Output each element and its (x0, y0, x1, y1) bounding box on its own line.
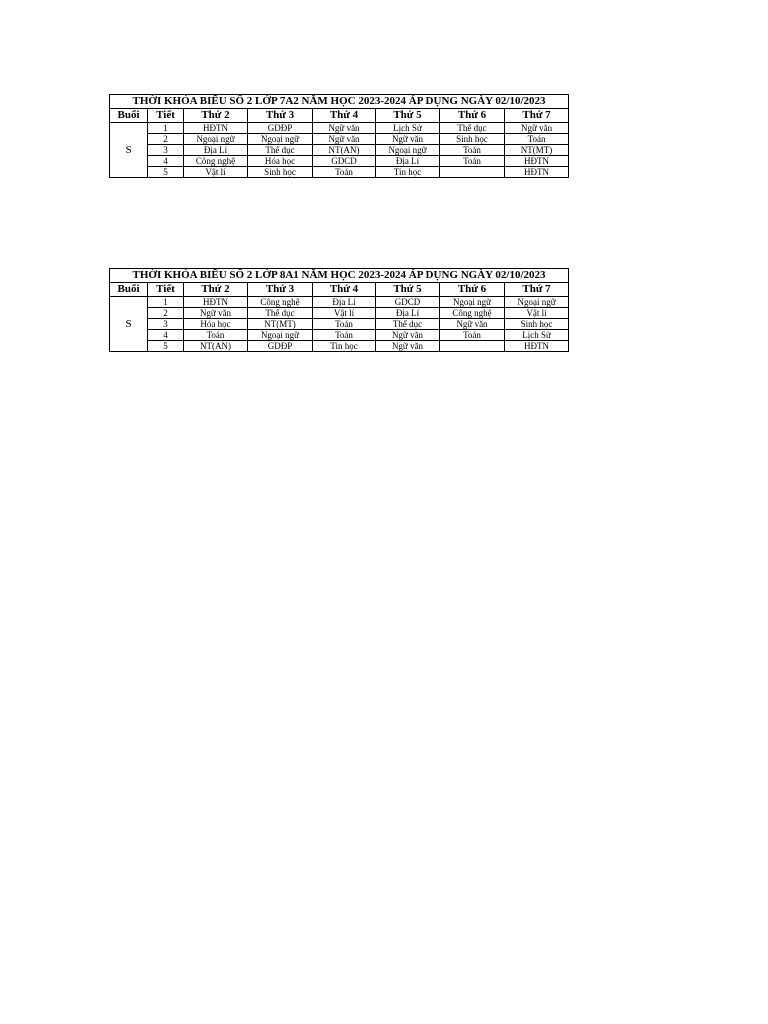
subject-cell: HĐTN (505, 156, 569, 167)
subject-cell: HĐTN (184, 123, 248, 134)
header-cell: Thứ 7 (505, 109, 569, 123)
header-cell: Tiết (148, 109, 184, 123)
subject-cell: Toán (440, 156, 505, 167)
table-row (110, 341, 569, 352)
subject-cell: Ngữ văn (313, 123, 376, 134)
subject-cell: Thể dục (376, 319, 440, 330)
header-cell: Thứ 6 (440, 109, 505, 123)
subject-cell: GDCD (313, 156, 376, 167)
subject-cell: Ngữ văn (376, 330, 440, 341)
session-cell: S (110, 123, 148, 178)
header-cell: Thứ 5 (376, 109, 440, 123)
subject-cell: Địa Lí (376, 156, 440, 167)
subject-cell (440, 341, 505, 352)
subject-cell: Vật lí (184, 167, 248, 178)
subject-cell: Ngoại ngữ (184, 134, 248, 145)
header-row (110, 283, 569, 297)
period-cell: 4 (148, 156, 184, 167)
period-cell: 5 (148, 167, 184, 178)
subject-cell: Lịch Sử (505, 330, 569, 341)
period-cell: 3 (148, 319, 184, 330)
subject-cell: Ngữ văn (184, 308, 248, 319)
subject-cell: Ngoại ngữ (248, 134, 313, 145)
subject-cell: Công nghệ (440, 308, 505, 319)
subject-cell: GDĐP (248, 123, 313, 134)
period-cell: 2 (148, 134, 184, 145)
header-cell: Tiết (148, 283, 184, 297)
timetable-7a2 (109, 94, 569, 178)
subject-cell: NT(AN) (184, 341, 248, 352)
subject-cell: Lịch Sử (376, 123, 440, 134)
table-row (110, 167, 569, 178)
subject-cell: Ngoại ngữ (440, 297, 505, 308)
subject-cell: Ngữ văn (376, 134, 440, 145)
header-cell: Buổi (110, 109, 148, 123)
table-row (110, 134, 569, 145)
subject-cell: Ngoại ngữ (248, 330, 313, 341)
subject-cell: Ngữ văn (376, 341, 440, 352)
subject-cell: Toán (313, 167, 376, 178)
header-cell: Buổi (110, 283, 148, 297)
subject-cell: Công nghệ (184, 156, 248, 167)
subject-cell: Thể dục (248, 145, 313, 156)
subject-cell: Công nghệ (248, 297, 313, 308)
subject-cell: HĐTN (505, 341, 569, 352)
subject-cell: Sinh học (440, 134, 505, 145)
table-row (110, 156, 569, 167)
subject-cell: Địa Lí (184, 145, 248, 156)
period-cell: 1 (148, 297, 184, 308)
table-row (110, 297, 569, 308)
subject-cell: Hóa học (184, 319, 248, 330)
timetable-title: THỜI KHÓA BIỂU SỐ 2 LỚP 7A2 NĂM HỌC 2023-2024 ÁP DỤNG NGÀY 02/10/2023 (110, 95, 569, 109)
header-cell: Thứ 4 (313, 283, 376, 297)
period-cell: 3 (148, 145, 184, 156)
header-cell: Thứ 4 (313, 109, 376, 123)
header-cell: Thứ 7 (505, 283, 569, 297)
table-row (110, 308, 569, 319)
subject-cell: Ngữ văn (440, 319, 505, 330)
subject-cell: GDĐP (248, 341, 313, 352)
period-cell: 1 (148, 123, 184, 134)
subject-cell: Toán (440, 145, 505, 156)
subject-cell: Vật lí (313, 308, 376, 319)
subject-cell: Sinh học (505, 319, 569, 330)
header-cell: Thứ 6 (440, 283, 505, 297)
subject-cell: Thể dục (440, 123, 505, 134)
subject-cell: NT(MT) (248, 319, 313, 330)
subject-cell (440, 167, 505, 178)
subject-cell: Ngữ văn (313, 134, 376, 145)
subject-cell: Hóa học (248, 156, 313, 167)
table-row (110, 319, 569, 330)
timetable-title: THỜI KHÓA BIỂU SỐ 2 LỚP 8A1 NĂM HỌC 2023-2024 ÁP DỤNG NGÀY 02/10/2023 (110, 269, 569, 283)
header-cell: Thứ 5 (376, 283, 440, 297)
subject-cell: Tin học (313, 341, 376, 352)
header-cell: Thứ 2 (184, 109, 248, 123)
subject-cell: HĐTN (505, 167, 569, 178)
subject-cell: Toán (505, 134, 569, 145)
table-row (110, 123, 569, 134)
subject-cell: Địa Lí (313, 297, 376, 308)
subject-cell: Ngoại ngữ (505, 297, 569, 308)
subject-cell: Tin học (376, 167, 440, 178)
header-row (110, 109, 569, 123)
subject-cell: HĐTN (184, 297, 248, 308)
period-cell: 2 (148, 308, 184, 319)
subject-cell: Toán (184, 330, 248, 341)
subject-cell: Toán (313, 330, 376, 341)
subject-cell: NT(MT) (505, 145, 569, 156)
table-row (110, 145, 569, 156)
subject-cell: NT(AN) (313, 145, 376, 156)
period-cell: 5 (148, 341, 184, 352)
subject-cell: Vật lí (505, 308, 569, 319)
timetable-8a1 (109, 268, 569, 352)
header-cell: Thứ 2 (184, 283, 248, 297)
subject-cell: GDCD (376, 297, 440, 308)
subject-cell: Toán (440, 330, 505, 341)
subject-cell: Toán (313, 319, 376, 330)
header-cell: Thứ 3 (248, 109, 313, 123)
subject-cell: Ngữ văn (505, 123, 569, 134)
subject-cell: Thể dục (248, 308, 313, 319)
subject-cell: Ngoại ngữ (376, 145, 440, 156)
subject-cell: Sinh học (248, 167, 313, 178)
subject-cell: Địa Lí (376, 308, 440, 319)
table-row (110, 330, 569, 341)
header-cell: Thứ 3 (248, 283, 313, 297)
period-cell: 4 (148, 330, 184, 341)
session-cell: S (110, 297, 148, 352)
